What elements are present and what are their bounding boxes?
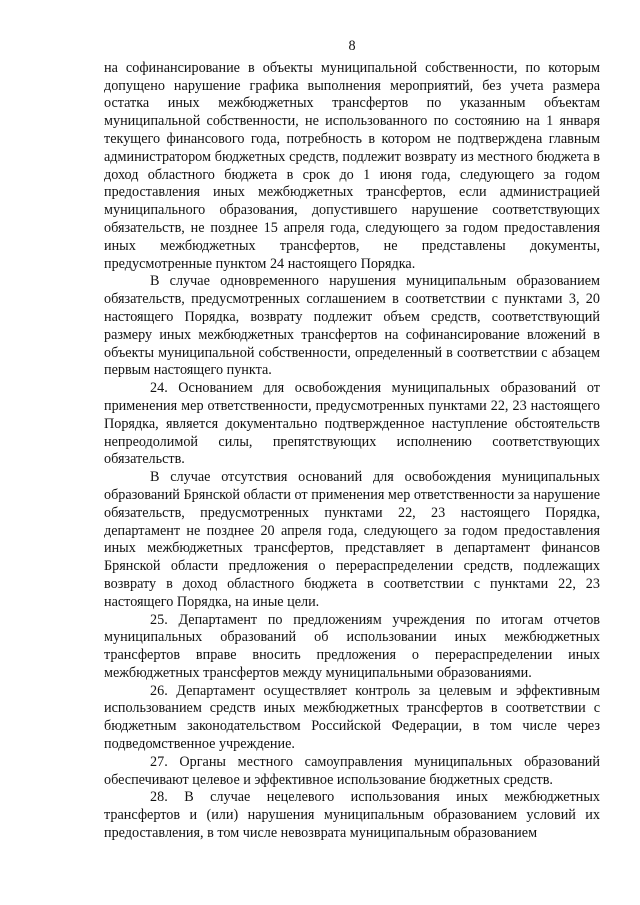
paragraph: 25. Департамент по предложениям учреждения по итогам отчетов муниципальных образований об использовании иных межбюджетных трансфертов вправе вносить предложения о перераспределении иных межбюджетных трансфертов между муниципальными образованиями. bbox=[104, 611, 600, 681]
paragraph: 28. В случае нецелевого использования иных межбюджетных трансфертов и (или) нарушения муниципальным образованием условий их предоставления, в том числе невозврата муниципальным образованием bbox=[104, 789, 600, 842]
paragraph: В случае отсутствия оснований для освобождения муниципальных образований Брянской области от применения мер ответственности за нарушение обязательств, предусмотренных пунктами 22, 23 настоящего Порядка, департамент не позднее 20 апреля года, следующего за годом предоставления иных межбюджетных трансфертов, представляет в департамент финансов Брянской области предложения о перераспределении средств, подлежащих возврату в доход областного бюджета в соответствии с пунктами 22, 23 настоящего Порядка, на иные цели. bbox=[104, 469, 600, 610]
paragraph: В случае одновременного нарушения муниципальным образованием обязательств, предусмотренных соглашением в соответствии с пунктами 3, 20 настоящего Порядка, возврату подлежит объем средств, соответствующий размеру иных межбюджетных трансфертов на софинансирование вложений в объекты муниципальной собственности, определенный в соответствии с абзацем первым настоящего пункта. bbox=[104, 273, 600, 379]
paragraph: на софинансирование в объекты муниципальной собственности, по которым допущено нарушение графика выполнения мероприятий, без учета размера остатка иных межбюджетных трансфертов по указанным объектам муниципальной собственности, не использованного по состоянию на 1 января текущего финансового года, потребность в котором не подтверждена главным администратором бюджетных средств, подлежит возврату из местного бюджета в доход областного бюджета в срок до 1 июня года, следующего за годом предоставления иных межбюджетных трансфертов, если администрацией муниципального образования, допустившего нарушение соответствующих обязательств, не позднее 15 апреля года, следующего за годом предоставления иных межбюджетных трансфертов, не представлены документы, предусмотренные пунктом 24 настоящего Порядка. bbox=[104, 59, 600, 272]
paragraph: 26. Департамент осуществляет контроль за целевым и эффективным использованием средств иных межбюджетных трансфертов в соответствии с бюджетным законодательством Российской Федерации, в том числе через подведомственное учреждение. bbox=[104, 682, 600, 753]
paragraph: 24. Основанием для освобождения муниципальных образований от применения мер ответственности, предусмотренных пунктами 22, 23 настоящего Порядка, является документально подтвержденное наступление обстоятельств непреодолимой силы, препятствующих исполнению соответствующих обязательств. bbox=[104, 380, 600, 468]
page-number: 8 bbox=[348, 38, 356, 54]
document-page bbox=[104, 38, 600, 843]
paragraph: 27. Органы местного самоуправления муниципальных образований обеспечивают целевое и эффективное использование бюджетных средств. bbox=[104, 753, 600, 788]
document-body bbox=[104, 60, 600, 843]
